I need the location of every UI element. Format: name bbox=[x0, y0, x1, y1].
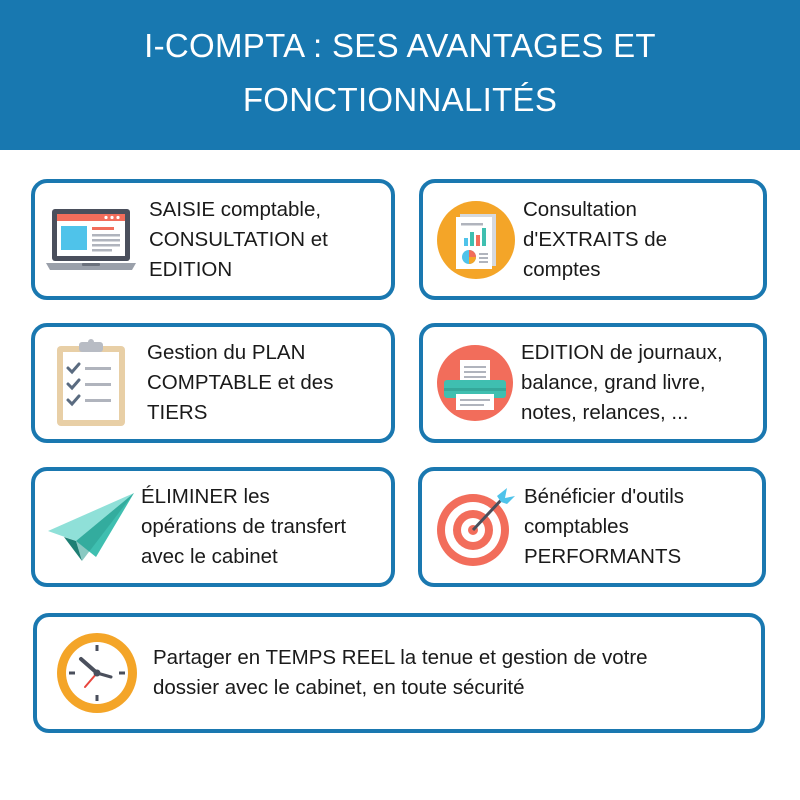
feature-text bbox=[523, 195, 667, 285]
feature-text bbox=[521, 338, 723, 428]
feature-card-eliminer bbox=[31, 467, 395, 587]
report-chart-icon bbox=[433, 200, 519, 280]
feature-line: Consultation bbox=[523, 197, 637, 221]
printer-icon bbox=[433, 344, 517, 422]
clock-icon bbox=[49, 631, 145, 715]
feature-text bbox=[149, 195, 328, 285]
feature-line: ÉLIMINER les bbox=[141, 485, 270, 508]
paper-plane-icon bbox=[43, 491, 139, 563]
target-dart-icon bbox=[432, 486, 520, 568]
page-title-line-1: I-COMPTA : SES AVANTAGES ET bbox=[144, 27, 656, 64]
feature-line: EDITION de journaux, bbox=[521, 341, 723, 364]
feature-card-extraits bbox=[419, 179, 767, 300]
feature-line: PERFORMANTS bbox=[524, 545, 682, 568]
feature-line: EDITION bbox=[149, 257, 233, 281]
feature-line: SAISIE comptable, bbox=[149, 197, 322, 221]
feature-line: comptes bbox=[523, 257, 601, 281]
feature-line: Bénéficier d'outils bbox=[524, 485, 685, 508]
feature-text bbox=[153, 643, 648, 703]
page-title-line-2: FONCTIONNALITÉS bbox=[242, 81, 558, 118]
feature-line: Partager en TEMPS REEL la tenue et gestion de votre bbox=[153, 646, 648, 669]
feature-line: dossier avec le cabinet, en toute sécurité bbox=[153, 676, 525, 699]
feature-card-partager bbox=[33, 613, 765, 733]
feature-text bbox=[524, 482, 684, 572]
feature-line: TIERS bbox=[147, 401, 208, 424]
feature-text bbox=[147, 338, 333, 428]
feature-card-saisie bbox=[31, 179, 395, 300]
header-banner bbox=[0, 0, 800, 150]
feature-line: comptables bbox=[524, 515, 629, 538]
feature-line: avec le cabinet bbox=[141, 545, 278, 568]
feature-card-outils bbox=[418, 467, 766, 587]
feature-line: COMPTABLE et des bbox=[147, 371, 334, 394]
feature-card-edition bbox=[419, 323, 767, 443]
feature-line: notes, relances, ... bbox=[521, 401, 689, 424]
feature-line: CONSULTATION et bbox=[149, 227, 328, 251]
feature-line: opérations de transfert bbox=[141, 515, 347, 538]
laptop-icon bbox=[43, 207, 139, 273]
page-title bbox=[90, 19, 710, 127]
feature-line: d'EXTRAITS de bbox=[523, 227, 668, 251]
feature-line: Gestion du PLAN bbox=[147, 341, 306, 364]
feature-text bbox=[141, 482, 346, 572]
clipboard-checklist-icon bbox=[43, 338, 139, 428]
feature-line: balance, grand livre, bbox=[521, 371, 706, 394]
feature-card-plan-comptable bbox=[31, 323, 395, 443]
